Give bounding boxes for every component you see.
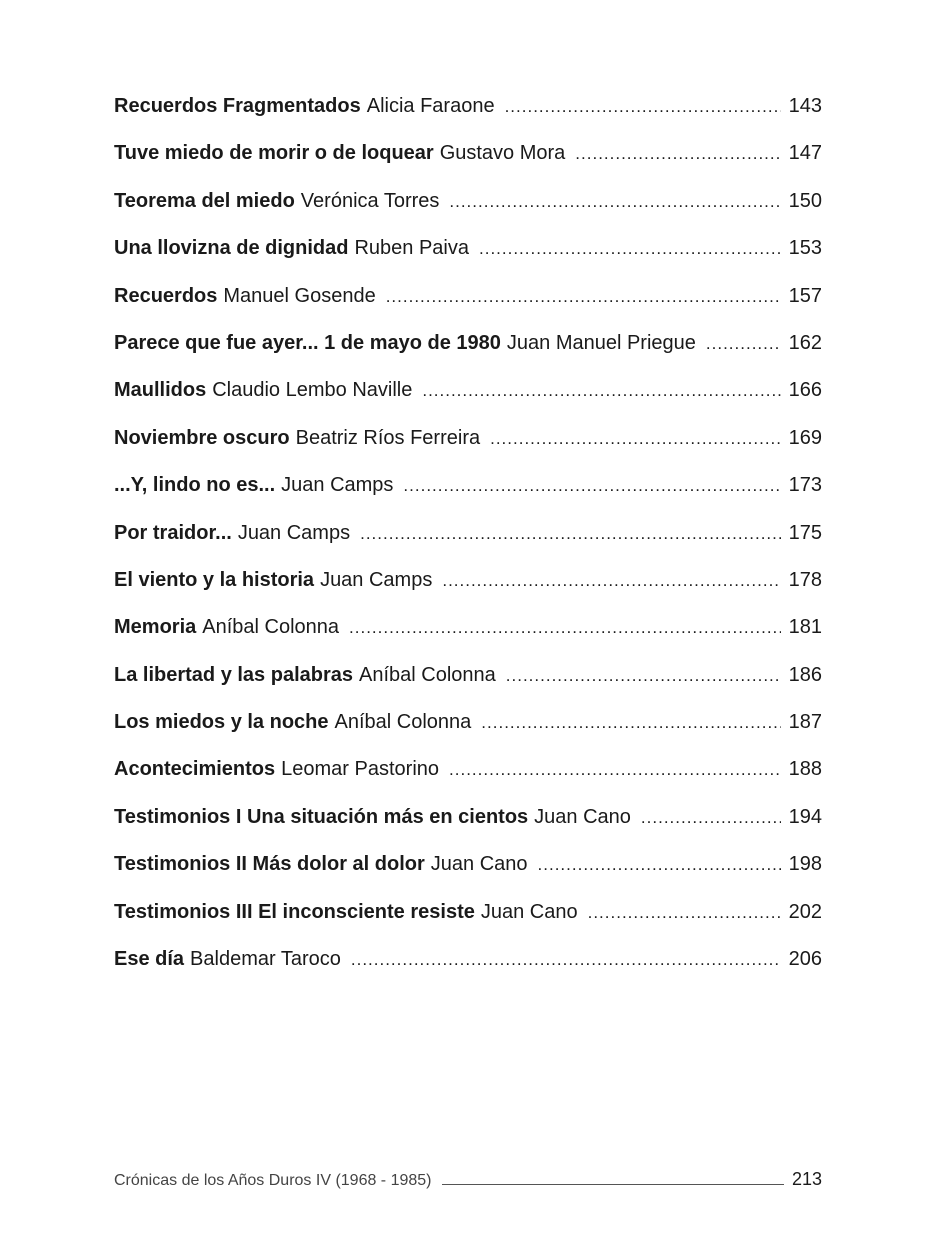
- dot-leader: [575, 138, 780, 170]
- toc-entry[interactable]: [114, 280, 822, 327]
- dot-leader: [490, 423, 781, 455]
- toc-entry[interactable]: [114, 422, 822, 469]
- entry-title: Ese día: [114, 948, 185, 971]
- entry-page-number: 147: [788, 142, 822, 165]
- dot-leader: [706, 328, 781, 360]
- entry-author: Ruben Paiva: [354, 237, 469, 260]
- entry-title: El viento y la historia: [114, 568, 315, 591]
- toc-entry[interactable]: [114, 469, 822, 516]
- dot-leader: [386, 281, 781, 313]
- entry-author: Gustavo Mora: [439, 142, 566, 165]
- table-of-contents: [114, 90, 822, 990]
- entry-author: Aníbal Colonna: [359, 663, 496, 686]
- toc-entry[interactable]: [114, 706, 822, 753]
- entry-title: Recuerdos: [114, 284, 218, 307]
- entry-author: Juan Cano: [534, 805, 631, 828]
- footer-divider: [442, 1184, 784, 1185]
- entry-page-number: 187: [788, 711, 822, 734]
- dot-leader: [641, 802, 781, 834]
- toc-entry[interactable]: [114, 611, 822, 658]
- entry-page-number: 153: [788, 237, 822, 260]
- entry-title: Tuve miedo de morir o de loquear: [114, 142, 434, 165]
- dot-leader: [351, 944, 781, 976]
- toc-entry[interactable]: [114, 943, 822, 990]
- entry-page-number: 178: [788, 568, 822, 591]
- entry-author: Aníbal Colonna: [334, 711, 472, 734]
- entry-author: Juan Camps: [281, 474, 394, 497]
- entry-author: Alicia Faraone: [366, 95, 495, 117]
- entry-author: Juan Manuel Priegue: [506, 331, 696, 354]
- entry-page-number: 186: [788, 663, 822, 686]
- dot-leader: [422, 375, 780, 407]
- entry-page-number: 181: [788, 616, 822, 639]
- entry-title: Los miedos y la noche: [114, 711, 329, 734]
- toc-entry[interactable]: [114, 896, 822, 943]
- entry-author: Baldemar Taroco: [190, 948, 341, 971]
- entry-author: Juan Camps: [320, 568, 433, 591]
- entry-page-number: 198: [788, 853, 822, 876]
- dot-leader: [481, 707, 780, 739]
- toc-entry[interactable]: [114, 137, 822, 184]
- entry-title: Parece que fue ayer... 1 de mayo de 1980: [114, 331, 501, 354]
- entry-author: Manuel Gosende: [223, 284, 376, 307]
- entry-page-number: 169: [788, 426, 822, 449]
- toc-entry[interactable]: [114, 848, 822, 895]
- dot-leader: [449, 754, 781, 786]
- entry-title: Recuerdos Fragmentados: [114, 95, 361, 117]
- entry-author: Juan Cano: [480, 900, 578, 923]
- entry-title: Acontecimientos: [114, 758, 276, 781]
- entry-page-number: 175: [788, 521, 822, 544]
- toc-entry[interactable]: [114, 659, 822, 706]
- entry-page-number: 150: [788, 189, 822, 212]
- dot-leader: [360, 518, 781, 550]
- entry-title: Memoria: [114, 616, 197, 639]
- entry-author: Claudio Lembo Naville: [212, 379, 413, 402]
- dot-leader: [403, 470, 780, 502]
- toc-entry[interactable]: [114, 374, 822, 421]
- toc-entry[interactable]: [114, 185, 822, 232]
- entry-title: Testimonios II Más dolor al dolor: [114, 853, 425, 876]
- footer-page-number: 213: [791, 1168, 822, 1189]
- entry-page-number: 166: [788, 379, 822, 402]
- entry-page-number: 173: [788, 474, 822, 497]
- entry-page-number: 162: [788, 331, 822, 354]
- entry-author: Juan Camps: [237, 521, 351, 544]
- entry-author: Aníbal Colonna: [202, 616, 340, 639]
- entry-author: Beatriz Ríos Ferreira: [295, 426, 481, 449]
- entry-title: Una llovizna de dignidad: [114, 237, 349, 260]
- entry-page-number: 194: [788, 805, 822, 828]
- dot-leader: [479, 233, 781, 265]
- entry-page-number: 143: [788, 95, 822, 117]
- entry-page-number: 157: [788, 284, 822, 307]
- toc-entry[interactable]: [114, 232, 822, 279]
- dot-leader: [505, 91, 781, 123]
- footer-book-title: Crónicas de los Años Duros IV (1968 - 1985): [114, 1172, 432, 1189]
- dot-leader: [442, 565, 780, 597]
- entry-page-number: 188: [788, 758, 822, 781]
- entry-author: Verónica Torres: [300, 189, 440, 212]
- entry-title: La libertad y las palabras: [114, 663, 353, 686]
- page-footer: [114, 1168, 822, 1190]
- toc-entry[interactable]: [114, 753, 822, 800]
- toc-entry[interactable]: [114, 327, 822, 374]
- entry-author: Juan Cano: [430, 853, 528, 876]
- dot-leader: [349, 612, 781, 644]
- entry-title: Testimonios I Una situación más en cientos: [114, 805, 529, 828]
- entry-title: ...Y, lindo no es...: [114, 474, 276, 497]
- toc-entry[interactable]: [114, 801, 822, 848]
- entry-title: Teorema del miedo: [114, 189, 295, 212]
- entry-title: Maullidos: [114, 379, 207, 402]
- dot-leader: [538, 849, 781, 881]
- entry-author: Leomar Pastorino: [281, 758, 440, 781]
- dot-leader: [588, 897, 781, 929]
- entry-title: Testimonios III El inconsciente resiste: [114, 900, 475, 923]
- toc-entry[interactable]: [114, 564, 822, 611]
- dot-leader: [449, 186, 780, 218]
- toc-entry[interactable]: [114, 517, 822, 564]
- dot-leader: [506, 660, 781, 692]
- entry-title: Por traidor...: [114, 521, 232, 544]
- toc-entry[interactable]: [114, 90, 822, 137]
- entry-title: Noviembre oscuro: [114, 426, 290, 449]
- entry-page-number: 202: [788, 900, 822, 923]
- entry-page-number: 206: [788, 948, 822, 971]
